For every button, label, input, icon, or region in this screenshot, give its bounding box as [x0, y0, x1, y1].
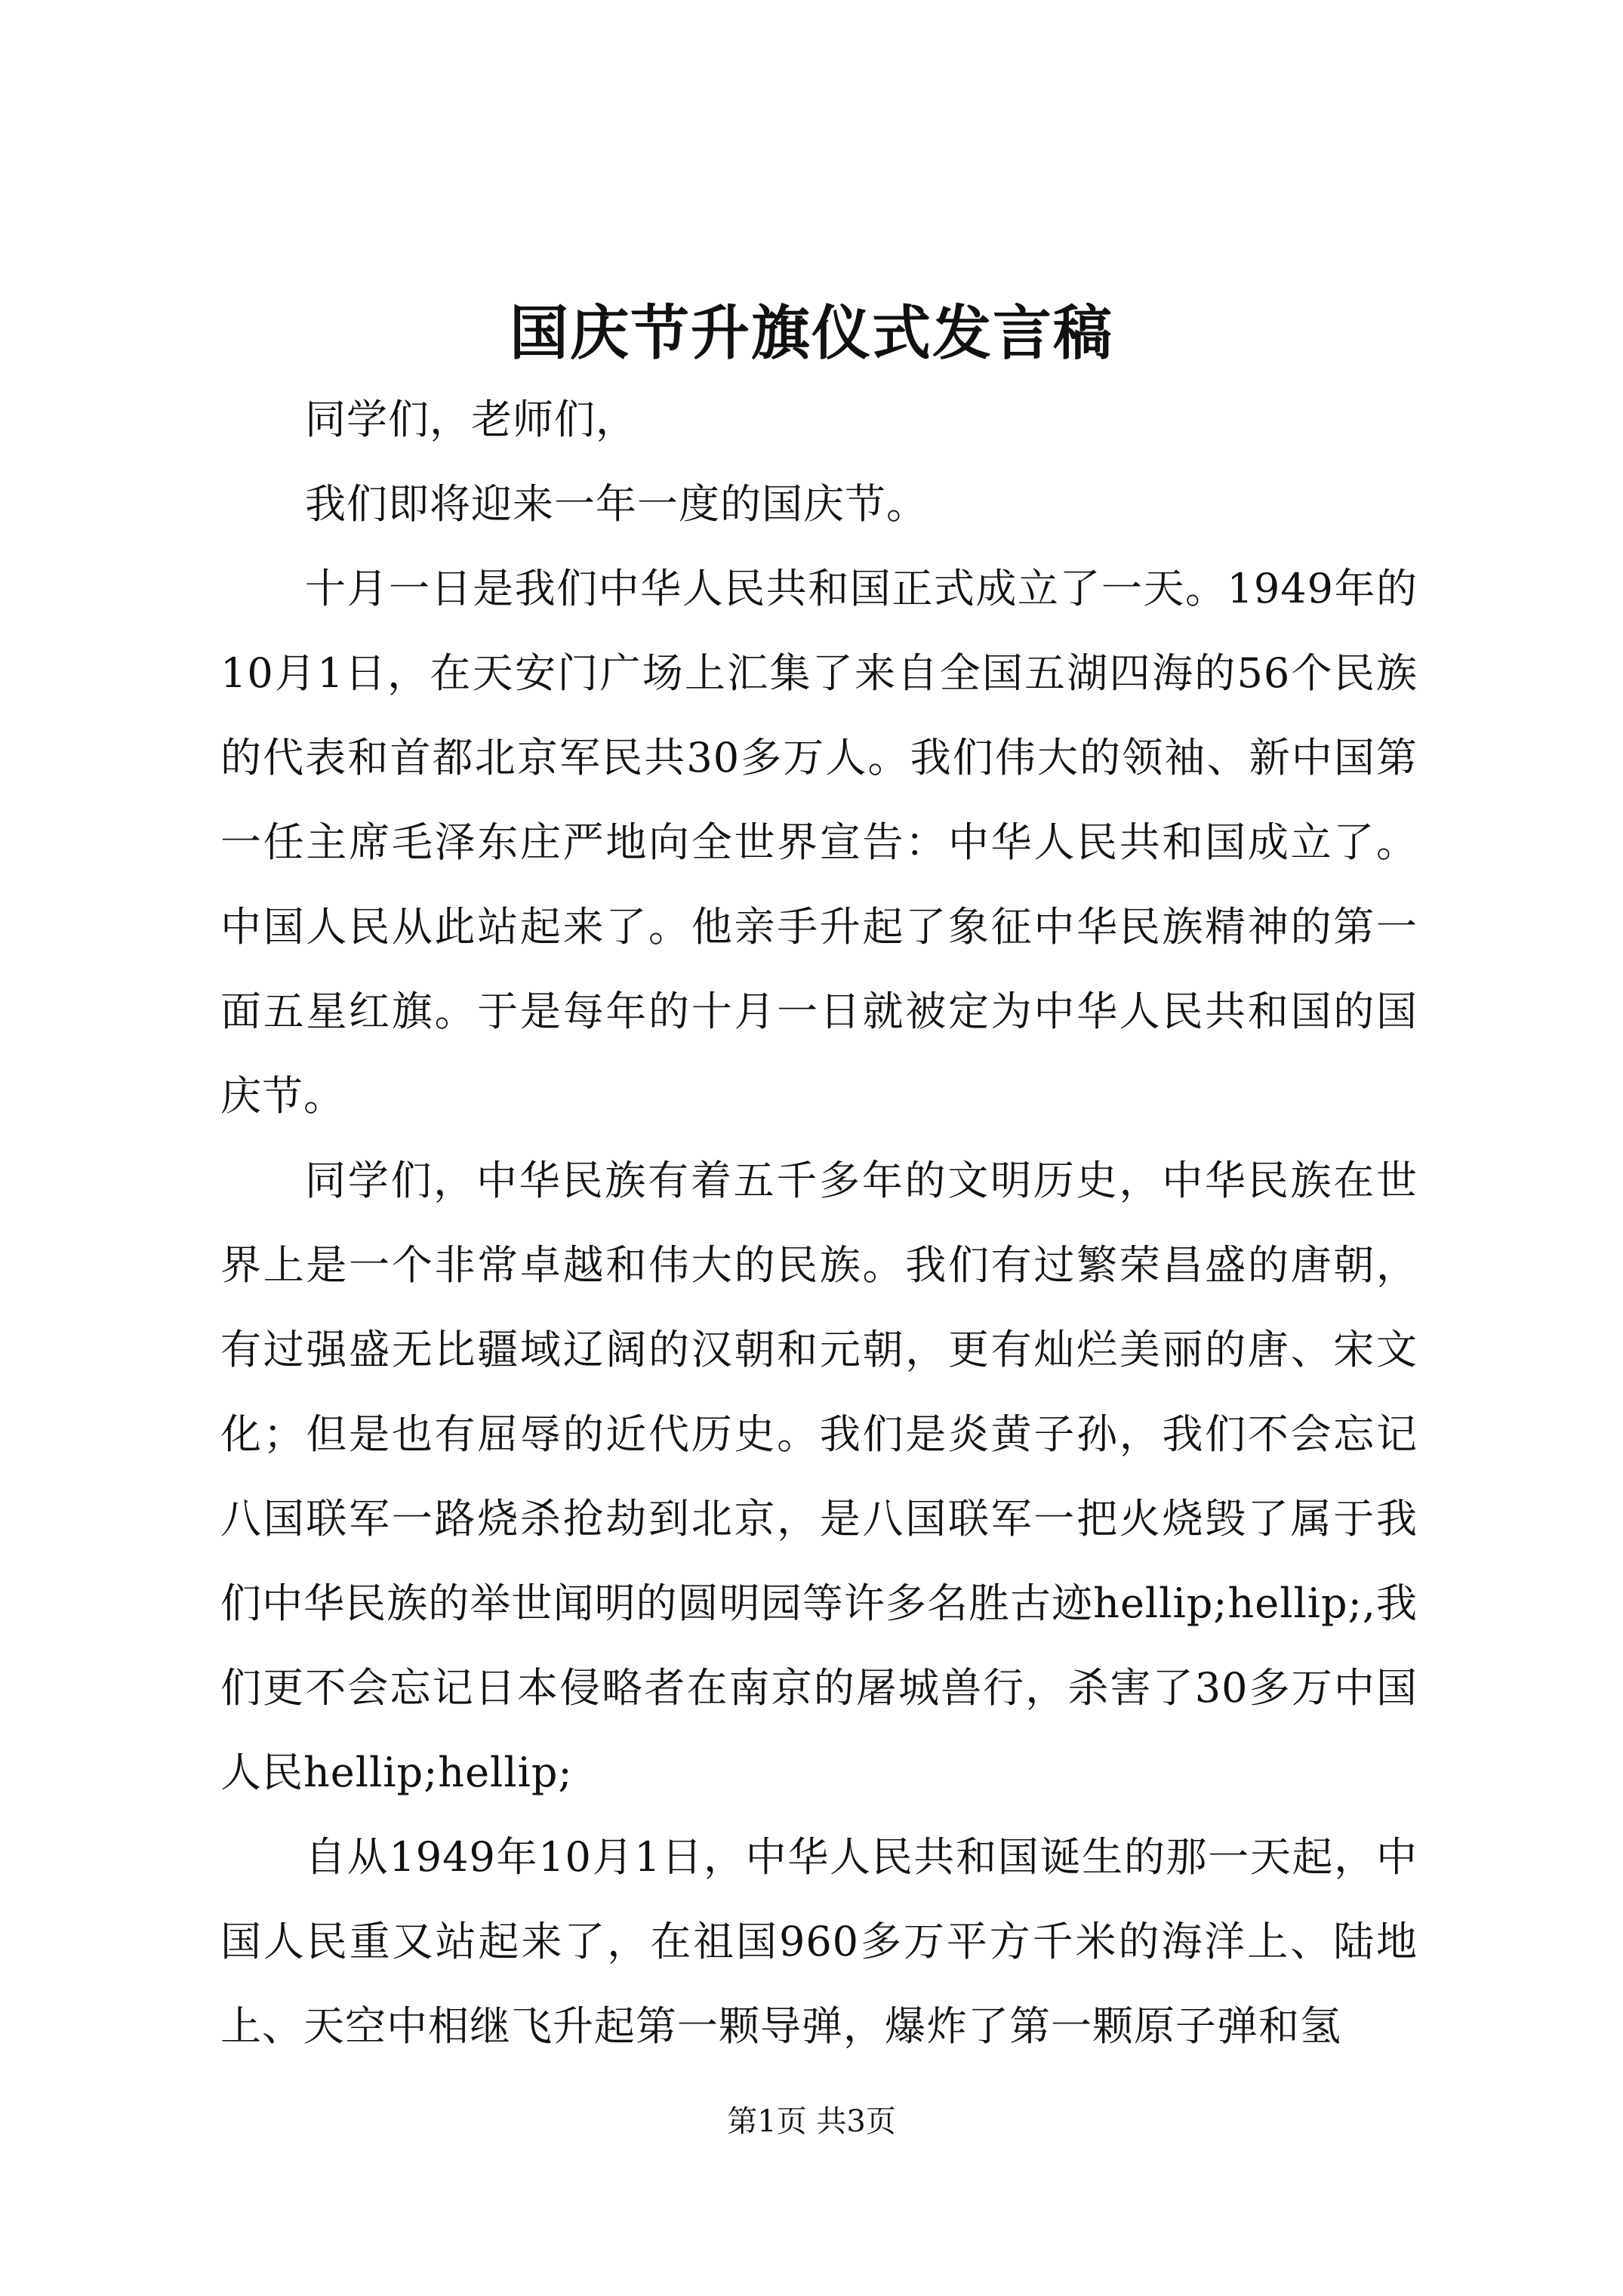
paragraph-history: 同学们，中华民族有着五千多年的文明历史，中华民族在世界上是一个非常卓越和伟大的民族。我们有过繁荣昌盛的唐朝，有过强盛无比疆域辽阔的汉朝和元朝，更有灿烂美丽的唐、宋文化；但是也有屈辱的近代历史。我们是炎黄子孙，我们不会忘记八国联军一路烧杀抢劫到北京，是八国联军一把火烧毁了属于我们中华民族的举世闻明的圆明园等许多名胜古迹hellip;hellip;,我们更不会忘记日本侵略者在南京的屠城兽行，杀害了30多万中国人民hellip;hellip;: [220, 1157, 1418, 1796]
page-footer: 第1页 共3页: [727, 2104, 896, 2139]
document-body: [220, 378, 1418, 2069]
paragraph-since-1949: 自从1949年10月1日，中华人民共和国诞生的那一天起，中国人民重又站起来了，在祖国960多万平方千米的海洋上、陆地上、天空中相继飞升起第一颗导弹，爆炸了第一颗原子弹和氢: [220, 1833, 1418, 2050]
document-title: 国庆节升旗仪式发言稿: [509, 299, 1113, 368]
paragraph-greeting: 同学们，老师们，: [305, 396, 637, 443]
paragraph-intro: 我们即将迎来一年一度的国庆节。: [305, 480, 928, 528]
paragraph-founding: 十月一日是我们中华人民共和国正式成立了一天。1949年的10月1日，在天安门广场上汇集了来自全国五湖四海的56个民族的代表和首都北京军民共30多万人。我们伟大的领袖、新中国第一任主席毛泽东庄严地向全世界宣告：中华人民共和国成立了。中国人民从此站起来了。他亲手升起了象征中华民族精神的第一面五星红旗。于是每年的十月一日就被定为中华人民共和国的国庆节。: [220, 565, 1418, 1120]
